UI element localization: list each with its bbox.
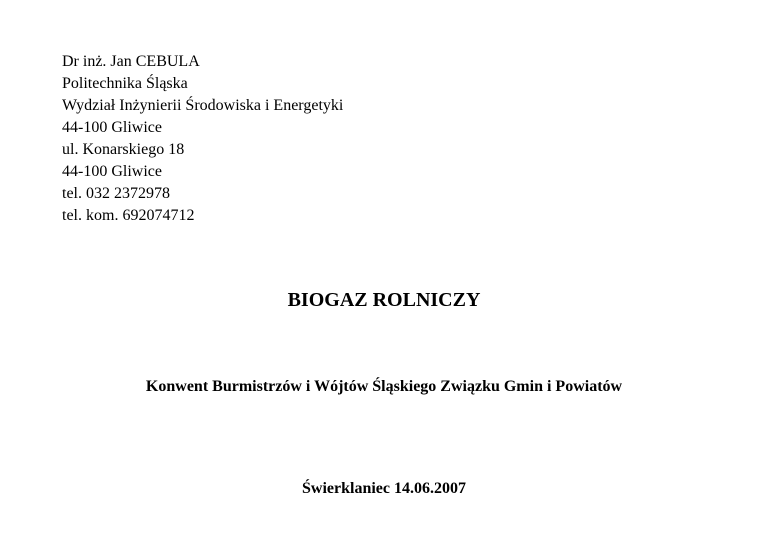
faculty-name: Wydział Inżynierii Środowiska i Energetyki xyxy=(62,97,344,114)
postal-city-secondary: 44-100 Gliwice xyxy=(62,163,162,180)
author-address-block xyxy=(62,51,343,227)
place-and-date: Świerklaniec 14.06.2007 xyxy=(302,480,466,497)
postal-city: 44-100 Gliwice xyxy=(62,119,162,136)
document-title: BIOGAZ ROLNICZY xyxy=(287,289,481,311)
mobile-number: tel. kom. 692074712 xyxy=(62,207,195,224)
phone-number: tel. 032 2372978 xyxy=(62,185,170,202)
street-address: ul. Konarskiego 18 xyxy=(62,141,185,158)
event-name: Konwent Burmistrzów i Wójtów Śląskiego Związku Gmin i Powiatów xyxy=(145,378,623,395)
university-name: Politechnika Śląska xyxy=(62,75,188,92)
author-name: Dr inż. Jan CEBULA xyxy=(62,53,200,70)
